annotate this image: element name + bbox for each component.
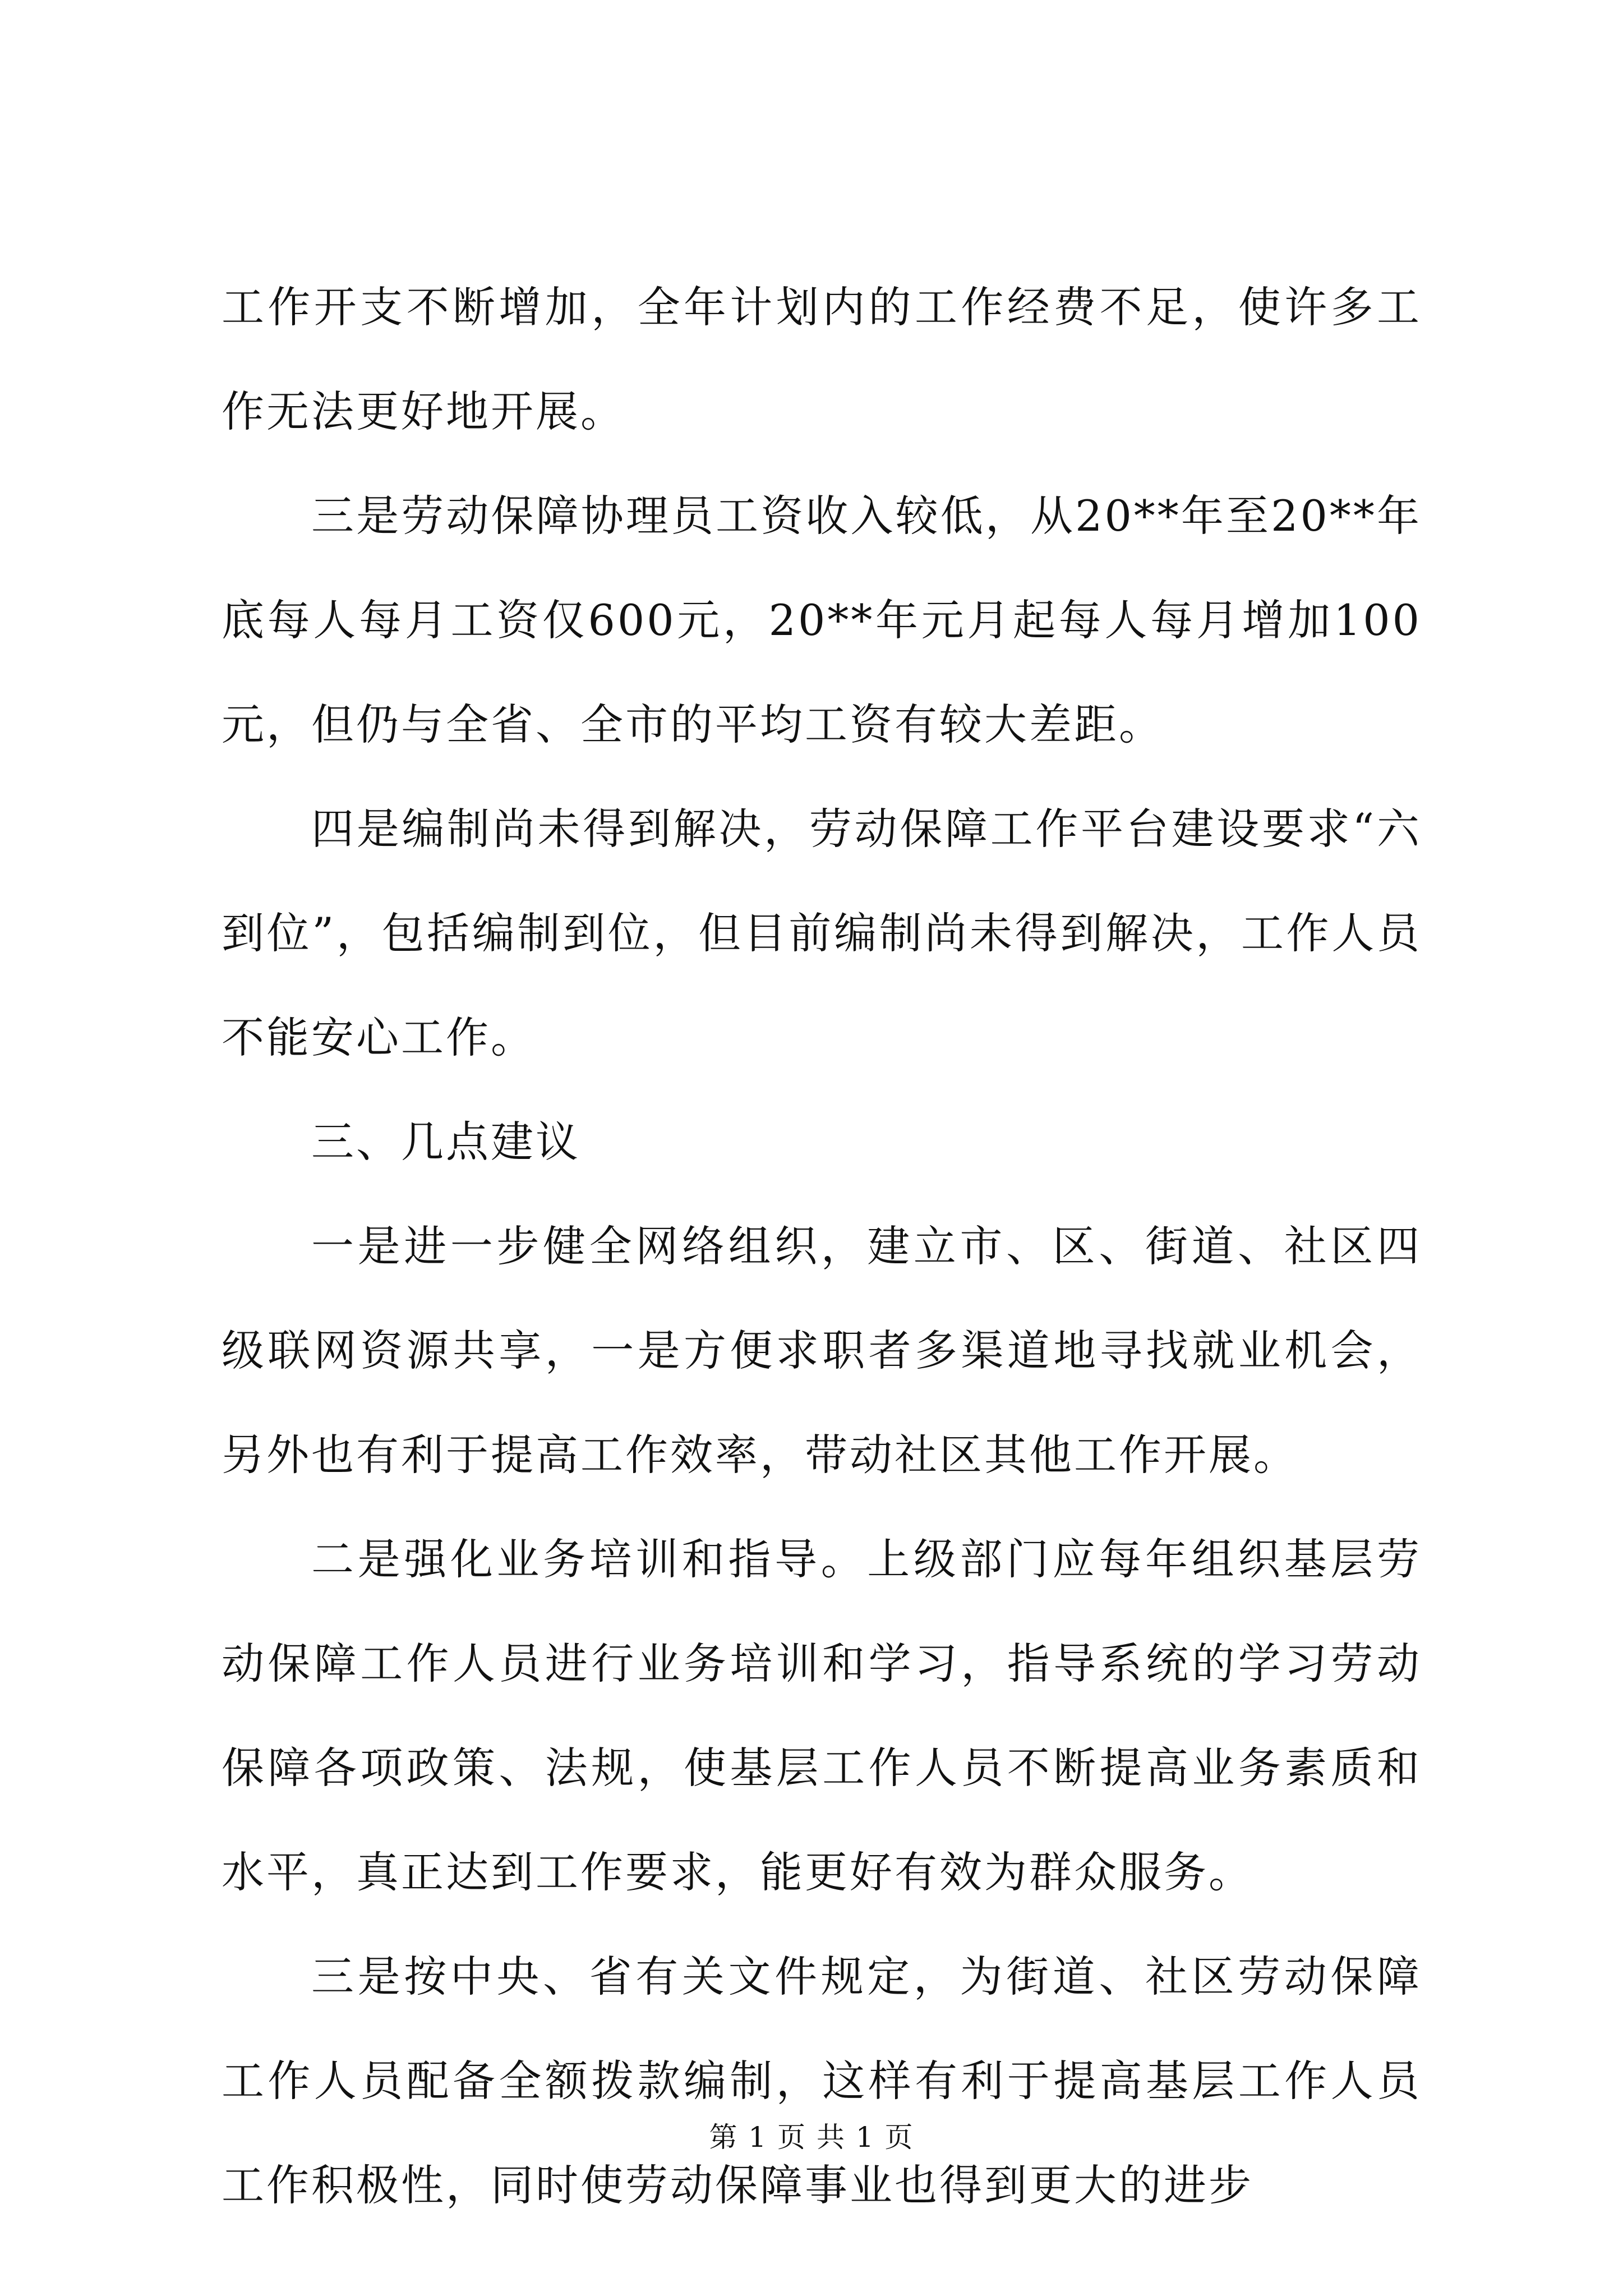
document-body: [222, 255, 1422, 2238]
paragraph-point-four-staffing: 四是编制尚未得到解决，劳动保障工作平台建设要求“六到位”，包括编制到位，但目前编制尚未得到解决，工作人员不能安心工作。: [222, 804, 1422, 1062]
paragraph-suggestion-three: 三是按中央、省有关文件规定，为街道、社区劳动保障工作人员配备全额拨款编制，这样有利于提高基层工作人员工作积极性，同时使劳动保障事业也得到更大的进步: [222, 1952, 1422, 2210]
paragraph-continuation: 工作开支不断增加，全年计划内的工作经费不足，使许多工作无法更好地开展。: [222, 282, 1422, 436]
paragraph-point-three-wages: 三是劳动保障协理员工资收入较低，从20**年至20**年底每人每月工资仅600元，20**年元月起每人每月增加100元，但仍与全省、全市的平均工资有较大差距。: [222, 491, 1422, 749]
paragraph-suggestion-two: 二是强化业务培训和指导。上级部门应每年组织基层劳动保障工作人员进行业务培训和学习，指导系统的学习劳动保障各项政策、法规，使基层工作人员不断提高业务素质和水平，真正达到工作要求，能更好有效为群众服务。: [222, 1534, 1422, 1897]
paragraph-suggestion-one: 一是进一步健全网络组织，建立市、区、街道、社区四级联网资源共享，一是方便求职者多渠道地寻找就业机会，另外也有利于提高工作效率，带动社区其他工作开展。: [222, 1221, 1422, 1480]
section-heading-suggestions: 三、几点建议: [311, 1117, 580, 1167]
page-number-footer: 第 1 页 共 1 页: [709, 2121, 914, 2154]
